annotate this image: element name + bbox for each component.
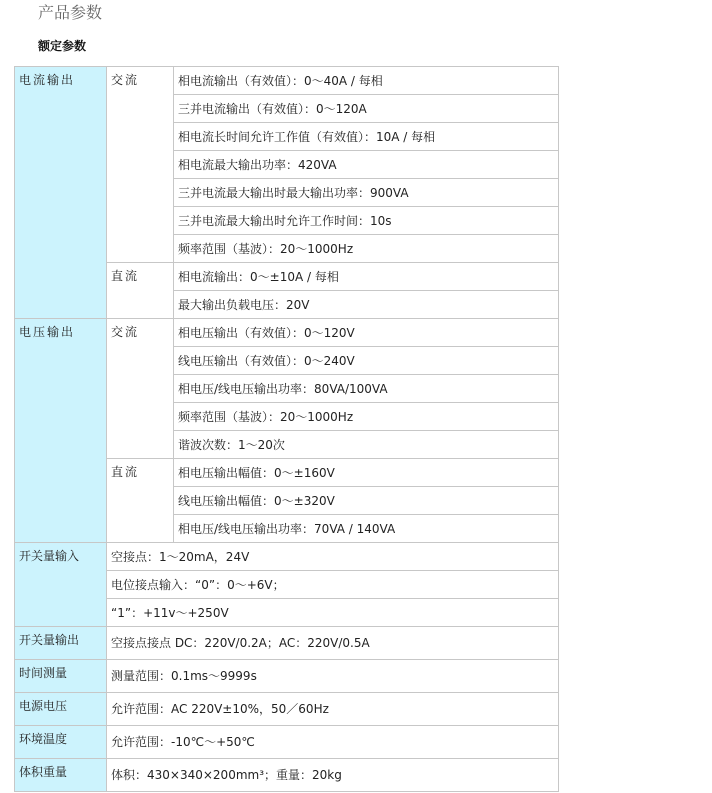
- subcategory-voltage-dc: 直流: [107, 459, 174, 543]
- spec-value: 空接点：1～20mA，24V: [107, 543, 559, 571]
- spec-value: 相电流输出（有效值）：0～40A / 每相: [174, 67, 559, 95]
- spec-value: 频率范围（基波）：20～1000Hz: [174, 403, 559, 431]
- spec-value: 谐波次数：1～20次: [174, 431, 559, 459]
- spec-value: 相电压/线电压输出功率：80VA/100VA: [174, 375, 559, 403]
- table-row: [15, 726, 559, 759]
- spec-value: 相电流长时间允许工作值（有效值）：10A / 每相: [174, 123, 559, 151]
- category-time-measure: 时间测量: [15, 660, 107, 693]
- spec-value: 相电压/线电压输出功率：70VA / 140VA: [174, 515, 559, 543]
- spec-value: 测量范围：0.1ms～9999s: [107, 660, 559, 693]
- category-voltage-output: 电压输出: [15, 319, 107, 543]
- table-row: [15, 660, 559, 693]
- spec-table: [14, 66, 559, 792]
- spec-value: 相电流最大输出功率：420VA: [174, 151, 559, 179]
- table-row: [15, 759, 559, 792]
- subcategory-current-dc: 直流: [107, 263, 174, 319]
- subcategory-voltage-ac: 交流: [107, 319, 174, 459]
- spec-value: 电位接点输入：“0”：0～+6V；: [107, 571, 559, 599]
- section-title: 额定参数: [38, 39, 87, 53]
- subcategory-current-ac: 交流: [107, 67, 174, 263]
- category-current-output: 电流输出: [15, 67, 107, 319]
- table-row: [15, 319, 559, 347]
- spec-value: 体积：430×340×200mm³；重量：20kg: [107, 759, 559, 792]
- spec-value: 相电流输出：0～±10A / 每相: [174, 263, 559, 291]
- spec-value: 允许范围：-10℃～+50℃: [107, 726, 559, 759]
- spec-value: 线电压输出幅值：0～±320V: [174, 487, 559, 515]
- category-power-voltage: 电源电压: [15, 693, 107, 726]
- spec-value: 相电压输出（有效值）：0～120V: [174, 319, 559, 347]
- category-switch-input: 开关量输入: [15, 543, 107, 627]
- spec-value: 空接点接点 DC：220V/0.2A；AC：220V/0.5A: [107, 627, 559, 660]
- spec-value: 允许范围：AC 220V±10%，50／60Hz: [107, 693, 559, 726]
- spec-value: 三并电流最大输出时允许工作时间：10s: [174, 207, 559, 235]
- category-environment-temp: 环境温度: [15, 726, 107, 759]
- spec-value: 相电压输出幅值：0～±160V: [174, 459, 559, 487]
- category-switch-output: 开关量输出: [15, 627, 107, 660]
- page-title: 产品参数: [38, 3, 103, 22]
- spec-value: “1”：+11v～+250V: [107, 599, 559, 627]
- category-size-weight: 体积重量: [15, 759, 107, 792]
- spec-value: 线电压输出（有效值）：0～240V: [174, 347, 559, 375]
- spec-value: 三并电流最大输出时最大输出功率：900VA: [174, 179, 559, 207]
- table-row: [15, 693, 559, 726]
- table-row: [15, 67, 559, 95]
- spec-value: 三并电流输出（有效值）：0～120A: [174, 95, 559, 123]
- spec-value: 最大输出负载电压：20V: [174, 291, 559, 319]
- table-row: [15, 543, 559, 571]
- spec-value: 频率范围（基波）：20～1000Hz: [174, 235, 559, 263]
- table-row: [15, 627, 559, 660]
